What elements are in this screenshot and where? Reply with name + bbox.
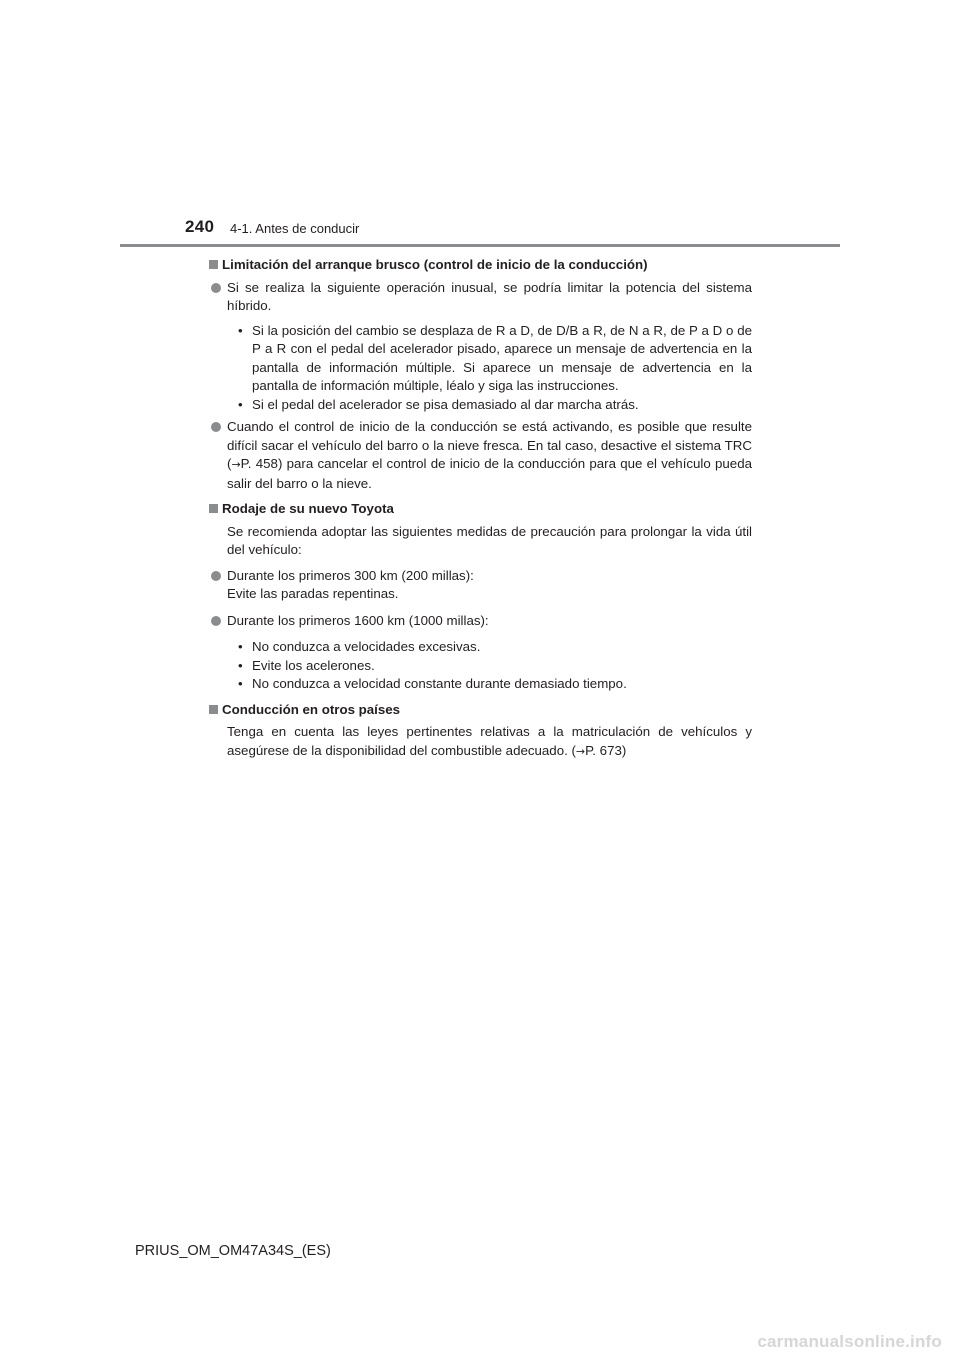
- section-heading: Limitación del arranque brusco (control de inicio de la conducción): [208, 256, 752, 275]
- page-content: [208, 256, 752, 768]
- circle-bullet-icon: [211, 616, 221, 626]
- circle-bullet-icon: [211, 283, 221, 293]
- sub-list-item: • Si el pedal del acelerador se pisa demasiado al dar marcha atrás.: [242, 396, 752, 415]
- sub-list-item: • No conduzca a velocidad constante durante demasiado tiempo.: [242, 675, 752, 694]
- list-item: Cuando el control de inicio de la conducción se está activando, es posible que resulte difícil sacar el vehículo del barro o la nieve fresca. En tal caso, desactive el sistema TRC (→P. 458) para cancelar el control de inicio de la conducción para que el vehículo pueda salir del barro o la nieve.: [208, 418, 752, 493]
- sub-list: [208, 322, 752, 415]
- paragraph: Se recomienda adoptar las siguientes medidas de precaución para prolongar la vida útil del vehículo:: [227, 523, 752, 557]
- list-item: Durante los primeros 1600 km (1000 millas):: [208, 612, 752, 631]
- sub-list: [208, 638, 752, 694]
- header-divider: [120, 244, 840, 247]
- sub-list-item: • Si la posición del cambio se desplaza de R a D, de D/B a R, de N a R, de P a D o de P a R con el pedal del acelerador pisado, aparece un mensaje de advertencia en la pantalla de información múltiple. Si aparece un mensaje de advertencia en la pantalla de información múltiple, léalo y siga las instrucciones.: [238, 322, 752, 393]
- section-break-in: [208, 500, 752, 694]
- square-bullet-icon: [209, 504, 218, 513]
- dot-bullet-icon: •: [238, 657, 243, 673]
- list-item: Si se realiza la siguiente operación inusual, se podría limitar la potencia del sistema híbrido.: [208, 279, 752, 316]
- section-heading: Conducción en otros países: [208, 701, 752, 720]
- arrow-icon: →: [231, 458, 241, 471]
- section-launch-control: [208, 256, 752, 493]
- section-title: 4-1. Antes de conducir: [230, 221, 360, 236]
- square-bullet-icon: [209, 705, 218, 714]
- page-reference[interactable]: P. 673: [585, 742, 622, 758]
- section-heading: Rodaje de su nuevo Toyota: [208, 500, 752, 519]
- sub-list-item: • No conduzca a velocidades excesivas.: [242, 638, 752, 657]
- square-bullet-icon: [209, 260, 218, 269]
- dot-bullet-icon: •: [238, 639, 243, 654]
- document-code: PRIUS_OM_OM47A34S_(ES): [135, 1243, 331, 1259]
- arrow-icon: →: [575, 744, 586, 758]
- circle-bullet-icon: [211, 571, 221, 581]
- dot-bullet-icon: •: [238, 396, 243, 412]
- section-other-countries: [208, 701, 752, 762]
- list-item: Durante los primeros 300 km (200 millas): Evite las paradas repentinas.: [208, 567, 752, 604]
- watermark: carmanualsonline.info: [757, 1332, 942, 1351]
- page-reference[interactable]: P. 458: [240, 456, 278, 471]
- sub-list-item: • Evite los acelerones.: [242, 657, 752, 676]
- page-number: 240: [185, 217, 215, 236]
- dot-bullet-icon: •: [238, 676, 243, 691]
- paragraph: Tenga en cuenta las leyes pertinentes relativas a la matriculación de vehículos y asegúrese de la disponibilidad del combustible adecuado. (→P. 673): [227, 724, 752, 758]
- dot-bullet-icon: •: [238, 322, 243, 338]
- circle-bullet-icon: [211, 422, 221, 432]
